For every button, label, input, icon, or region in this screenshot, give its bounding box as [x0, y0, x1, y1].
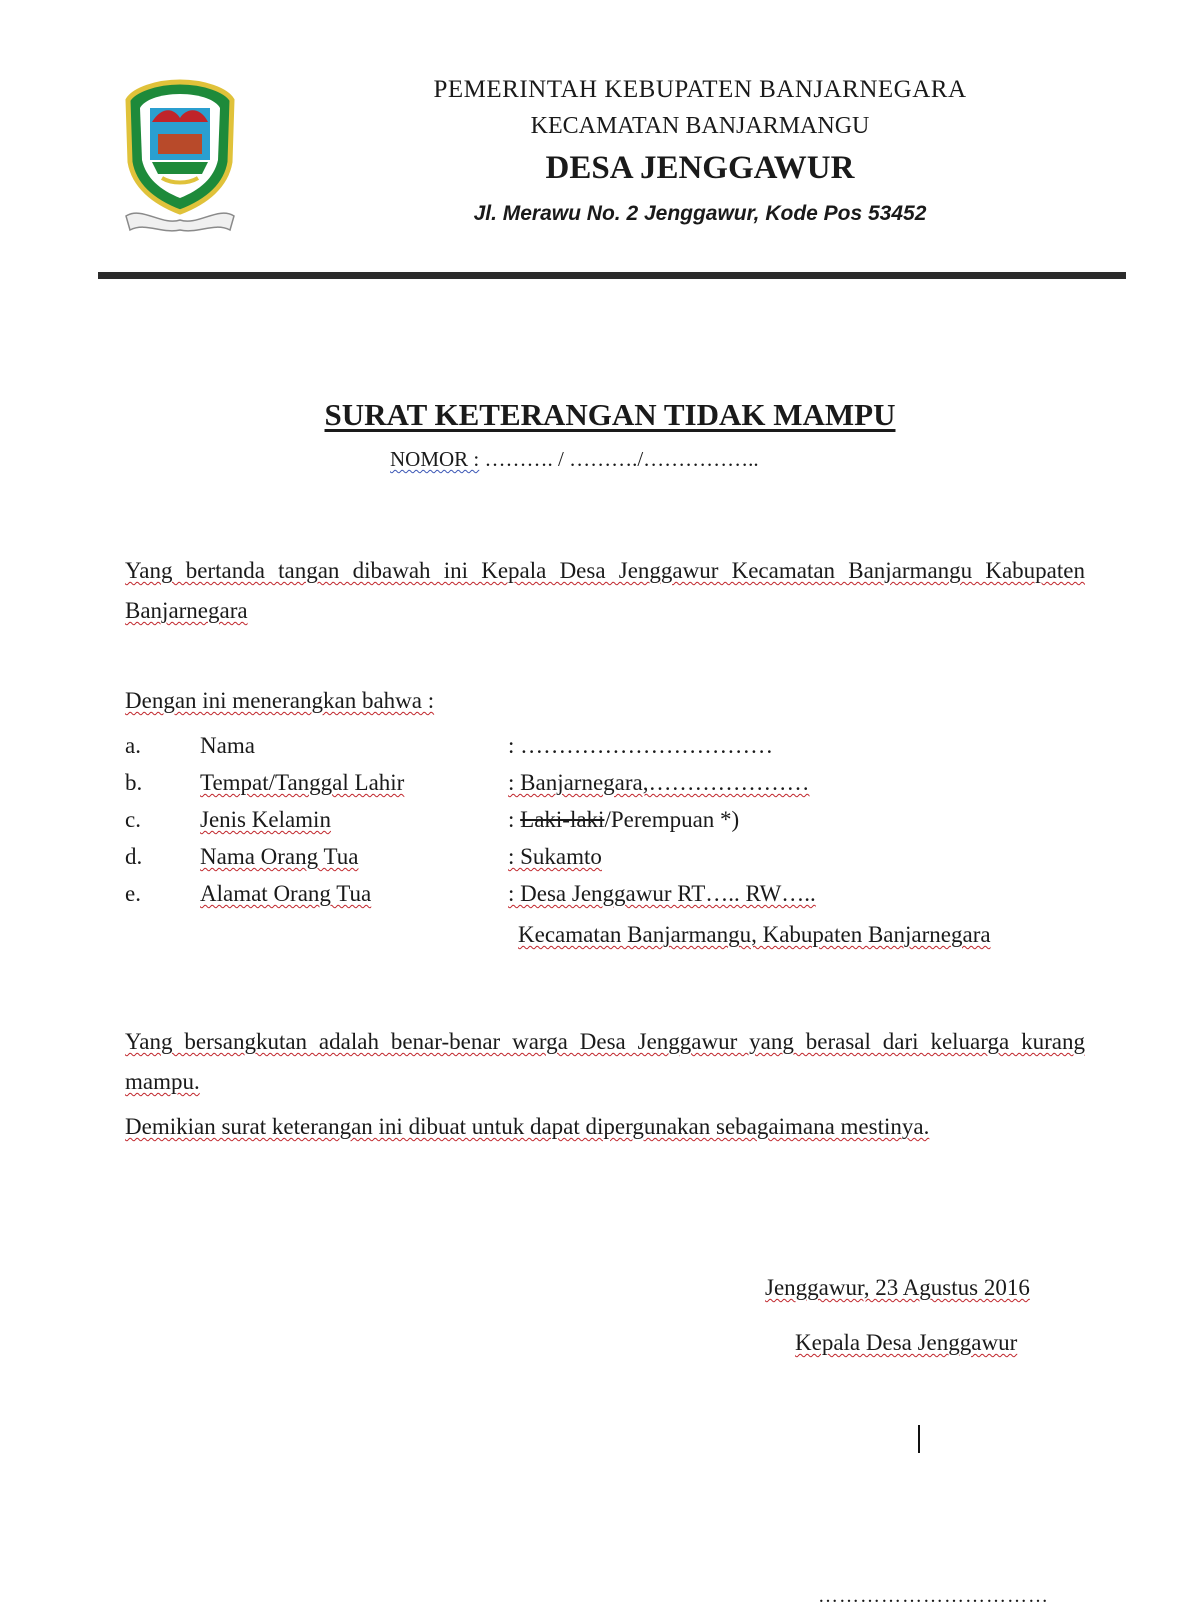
- address-continuation: Kecamatan Banjarmangu, Kabupaten Banjarnegara: [518, 922, 991, 947]
- field-label: Jenis Kelamin: [200, 807, 331, 832]
- field-row: [125, 807, 1085, 843]
- header-divider: [98, 272, 1126, 279]
- field-value-prefix: :: [508, 807, 521, 832]
- banjarnegara-crest-icon: [122, 78, 238, 236]
- field-key: e.: [125, 881, 141, 906]
- field-value: [508, 807, 739, 833]
- field-label: Tempat/Tanggal Lahir: [200, 770, 405, 795]
- field-key: c.: [125, 807, 141, 832]
- header-address: Jl. Merawu No. 2 Jenggawur, Kode Pos 53452: [473, 202, 927, 225]
- number-value: ………. / ………./……………..: [479, 447, 759, 471]
- document-title: SURAT KETERANGAN TIDAK MAMPU: [324, 397, 896, 432]
- number-label: NOMOR :: [390, 447, 480, 471]
- struck-option: Laki-laki: [520, 807, 605, 832]
- field-key: b.: [125, 770, 143, 795]
- text-cursor[interactable]: [918, 1425, 920, 1453]
- body-paragraph: Yang bersangkutan adalah benar-benar warga Desa Jenggawur yang berasal dari keluarga kurang mampu.: [125, 1029, 1085, 1094]
- field-label: Alamat Orang Tua: [200, 881, 372, 906]
- field-label: Nama Orang Tua: [200, 844, 359, 869]
- closing-paragraph: Demikian surat keterangan ini dibuat untuk dapat dipergunakan sebagaimana mestinya.: [125, 1114, 930, 1139]
- header-government: PEMERINTAH KEBUPATEN BANJARNEGARA: [433, 76, 967, 103]
- document-number: [390, 447, 759, 472]
- field-value-rest: /Perempuan *): [604, 807, 740, 832]
- field-value: : Desa Jenggawur RT….. RW…..: [508, 881, 816, 906]
- header-district: KECAMATAN BANJARMANGU: [530, 113, 870, 139]
- statement-paragraph: Dengan ini menerangkan bahwa :: [125, 688, 435, 713]
- intro-paragraph: Yang bertanda tangan dibawah ini Kepala Desa Jenggawur Kecamatan Banjarmangu Kabupaten Banjarnegara: [125, 558, 1085, 623]
- field-row: [125, 770, 1085, 806]
- signatory-name-line: ……………………………: [818, 1585, 1049, 1607]
- field-key: d.: [125, 844, 143, 869]
- field-value: : Banjarnegara,…………………: [508, 770, 810, 795]
- field-row: [125, 844, 1085, 880]
- header-village: DESA JENGGAWUR: [545, 150, 855, 186]
- signatory-role: Kepala Desa Jenggawur: [795, 1330, 1018, 1355]
- field-value: : ……………………………: [508, 733, 774, 758]
- field-row: [125, 733, 1085, 769]
- field-value: : Sukamto: [508, 844, 602, 869]
- field-row: [125, 881, 1085, 917]
- field-label: Nama: [200, 733, 255, 758]
- field-key: a.: [125, 733, 141, 758]
- place-date: Jenggawur, 23 Agustus 2016: [765, 1275, 1030, 1300]
